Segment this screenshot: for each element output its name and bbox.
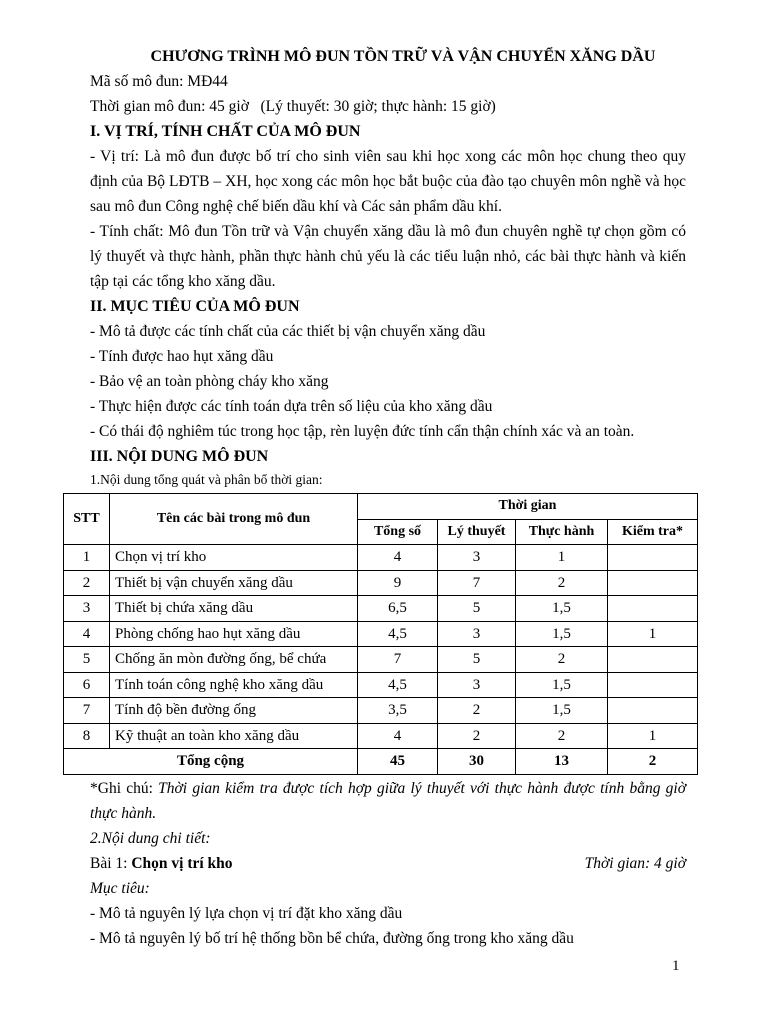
table-note: [90, 776, 686, 826]
cell-name: Kỹ thuật an toàn kho xăng dầu: [110, 723, 358, 749]
cell-test: [608, 545, 698, 571]
cell-practice: 1,5: [516, 596, 608, 622]
cell-total: 4: [358, 723, 438, 749]
table-row: [64, 570, 698, 596]
cell-stt: 7: [64, 698, 110, 724]
lesson-1-prefix: Bài 1:: [90, 854, 132, 872]
objective-item: - Bảo vệ an toàn phòng cháy kho xăng: [90, 373, 329, 390]
objective-item: - Có thái độ nghiêm túc trong học tập, rèn luyện đức tính cẩn thận chính xác và an toàn.: [90, 423, 635, 440]
cell-name: Tính độ bền đường ống: [110, 698, 358, 724]
objective-item: - Thực hiện được các tính toán dựa trên số liệu của kho xăng dầu: [90, 398, 493, 415]
header-test: Kiểm tra*: [608, 519, 698, 545]
cell-total: 4,5: [358, 672, 438, 698]
cell-name: Tính toán công nghệ kho xăng dầu: [110, 672, 358, 698]
cell-stt: 2: [64, 570, 110, 596]
cell-theory: 3: [438, 672, 516, 698]
total-label: Tổng cộng: [64, 749, 358, 775]
cell-total: 4: [358, 545, 438, 571]
cell-theory: 3: [438, 545, 516, 571]
cell-total: 6,5: [358, 596, 438, 622]
objectives-label: Mục tiêu:: [90, 879, 150, 897]
cell-total: 9: [358, 570, 438, 596]
lesson-objective-item: - Mô tả nguyên lý bố trí hệ thống bồn bể chứa, đường ống trong kho xăng dầu: [90, 929, 574, 947]
cell-practice: 2: [516, 647, 608, 673]
cell-stt: 5: [64, 647, 110, 673]
cell-practice: 1,5: [516, 698, 608, 724]
table-row: [64, 596, 698, 622]
subsection-2-title: 2.Nội dung chi tiết:: [90, 829, 211, 847]
cell-theory: 5: [438, 596, 516, 622]
cell-name: Phòng chống hao hụt xăng dầu: [110, 621, 358, 647]
cell-test: [608, 672, 698, 698]
header-time: Thời gian: [358, 494, 698, 520]
document-page: [73, 44, 687, 951]
section-2-heading: II. MỤC TIÊU CỦA MÔ ĐUN: [90, 298, 300, 315]
table-row: [64, 621, 698, 647]
cell-practice: 1: [516, 545, 608, 571]
objective-item: - Mô tả được các tính chất của các thiết bị vận chuyển xăng dầu: [90, 323, 486, 340]
cell-test: [608, 698, 698, 724]
total-sum: 45: [358, 749, 438, 775]
cell-name: Thiết bị chứa xăng dầu: [110, 596, 358, 622]
cell-practice: 1,5: [516, 621, 608, 647]
cell-total: 4,5: [358, 621, 438, 647]
lesson-1-title-line: [90, 851, 233, 876]
module-code: Mã số mô đun: MĐ44: [90, 73, 228, 90]
lesson-objective-item: - Mô tả nguyên lý lựa chọn vị trí đặt kho xăng dầu: [90, 904, 403, 922]
module-time: Thời gian mô đun: 45 giờ (Lý thuyết: 30 giờ; thực hành: 15 giờ): [90, 98, 496, 115]
table-row: [64, 723, 698, 749]
lesson-1-header: [90, 851, 686, 876]
header-theory: Lý thuyết: [438, 519, 516, 545]
cell-stt: 1: [64, 545, 110, 571]
cell-total: 7: [358, 647, 438, 673]
cell-practice: 2: [516, 723, 608, 749]
cell-test: [608, 570, 698, 596]
cell-total: 3,5: [358, 698, 438, 724]
cell-name: Chọn vị trí kho: [110, 545, 358, 571]
cell-stt: 4: [64, 621, 110, 647]
header-total: Tổng số: [358, 519, 438, 545]
section-1-heading: I. VỊ TRÍ, TÍNH CHẤT CỦA MÔ ĐUN: [90, 123, 361, 140]
cell-stt: 3: [64, 596, 110, 622]
objective-item: - Tính được hao hụt xăng dầu: [90, 348, 274, 365]
table-total-row: [64, 749, 698, 775]
lesson-1-time: Thời gian: 4 giờ: [584, 854, 686, 872]
cell-test: 1: [608, 621, 698, 647]
cell-test: [608, 647, 698, 673]
header-practice: Thực hành: [516, 519, 608, 545]
cell-theory: 5: [438, 647, 516, 673]
total-practice: 13: [516, 749, 608, 775]
cell-stt: 6: [64, 672, 110, 698]
note-prefix: *Ghi chú:: [90, 779, 159, 797]
cell-practice: 1,5: [516, 672, 608, 698]
lesson-1-title: Chọn vị trí kho: [131, 854, 233, 872]
total-test: 2: [608, 749, 698, 775]
total-theory: 30: [438, 749, 516, 775]
cell-test: 1: [608, 723, 698, 749]
table-row: [64, 698, 698, 724]
page-number: 1: [672, 958, 680, 974]
note-text: Thời gian kiểm tra được tích hợp giữa lý thuyết với thực hành được tính bằng giờ thực hành.: [90, 779, 687, 822]
table-row: [64, 545, 698, 571]
header-stt: STT: [64, 494, 110, 545]
document-title: CHƯƠNG TRÌNH MÔ ĐUN TỒN TRỮ VÀ VẬN CHUYỂN XĂNG DẦU: [150, 48, 656, 65]
cell-theory: 3: [438, 621, 516, 647]
position-paragraph: - Vị trí: Là mô đun được bố trí cho sinh viên sau khi học xong các môn học chung theo quy định của Bộ LĐTB – XH, học xong các môn học bắt buộc của đào tạo chuyên môn nghề và học sau mô đun Công nghệ chế biến dầu khí và Các sản phẩm dầu khí.: [90, 148, 686, 215]
header-lesson-name: Tên các bài trong mô đun: [110, 494, 358, 545]
cell-stt: 8: [64, 723, 110, 749]
cell-name: Thiết bị vận chuyển xăng dầu: [110, 570, 358, 596]
table-row: [64, 672, 698, 698]
subsection-1-title: 1.Nội dung tổng quát và phân bổ thời gian:: [90, 472, 323, 487]
table-row: [64, 647, 698, 673]
cell-test: [608, 596, 698, 622]
section-3-heading: III. NỘI DUNG MÔ ĐUN: [90, 448, 269, 465]
cell-practice: 2: [516, 570, 608, 596]
time-allocation-table: [63, 493, 698, 775]
cell-theory: 2: [438, 723, 516, 749]
cell-theory: 7: [438, 570, 516, 596]
nature-paragraph: - Tính chất: Mô đun Tồn trữ và Vận chuyển xăng dầu là mô đun chuyên nghề tự chọn gồm có lý thuyết và thực hành, phần thực hành chủ yếu là các tiểu luận nhỏ, các bài thực hành và kiến tập tại các tổng kho xăng dầu.: [90, 223, 686, 290]
cell-theory: 2: [438, 698, 516, 724]
cell-name: Chống ăn mòn đường ống, bể chứa: [110, 647, 358, 673]
